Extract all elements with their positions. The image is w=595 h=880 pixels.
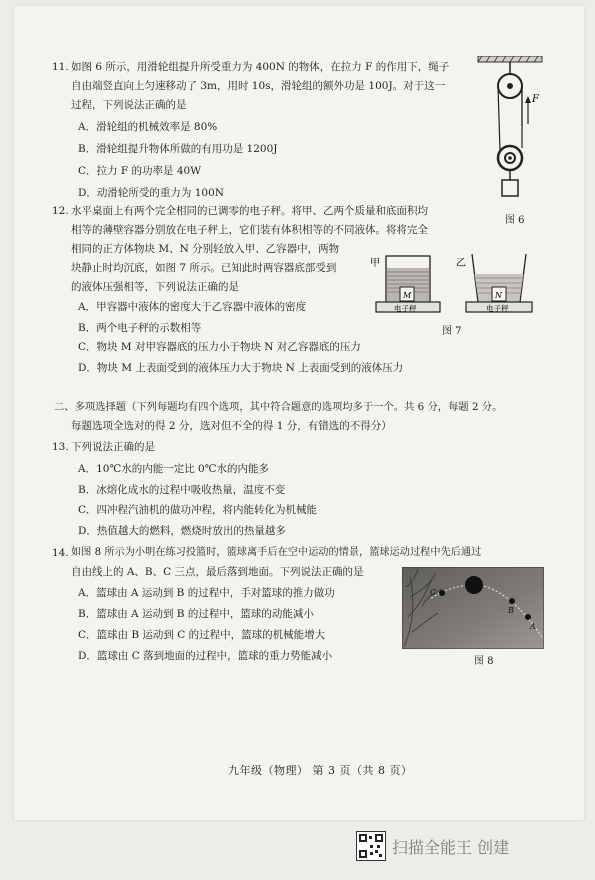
option-d: D．篮球由 C 落到地面的过程中，篮球的重力势能减小 <box>78 650 333 662</box>
option-c: C．拉力 F 的功率是 40W <box>78 165 201 177</box>
block-m: M <box>403 291 412 300</box>
question-text-line: 的液体压强相等，下列说法正确的是 <box>71 281 239 293</box>
pulley-diagram <box>470 56 550 211</box>
question-number: 14. <box>52 547 69 559</box>
question-number: 13. <box>52 441 69 453</box>
option-c: C．四冲程汽油机的做功冲程，将内能转化为机械能 <box>78 504 318 516</box>
figure-caption: 图 7 <box>442 326 462 337</box>
point-b-label: B <box>508 606 514 615</box>
question-text-line: 水平桌面上有两个完全相同的已调零的电子秤。将甲、乙两个质量和底面积均 <box>71 205 428 217</box>
force-label: F <box>532 94 539 105</box>
option-d: D．动滑轮所受的重力为 100N <box>78 187 224 199</box>
page-footer: 九年级（物理） 第 3 页（共 8 页） <box>228 764 413 777</box>
question-number: 12. <box>52 205 69 217</box>
scale-label: 电子秤 <box>394 304 417 313</box>
option-c: C．物块 M 对甲容器底的压力小于物块 N 对乙容器底的压力 <box>78 341 361 353</box>
scale-label: 电子秤 <box>486 304 509 313</box>
option-d: D．物块 M 上表面受到的液体压力大于物块 N 上表面受到的液体压力 <box>78 362 404 374</box>
section-heading-line: 二、多项选择题（下列每题均有四个选项，其中符合题意的选项均多于一个。共 6 分，每题 2 分。 <box>54 401 503 413</box>
question-text-line: 自由线上的 A、B、C 三点，最后落到地面。下列说法正确的是 <box>71 566 364 578</box>
option-a: A．滑轮组的机械效率是 80% <box>78 121 218 133</box>
point-c-label: C <box>430 588 437 597</box>
figure-caption: 图 6 <box>505 215 525 226</box>
question-text-line: 相等的薄壁容器分别放在电子秤上，它们装有体积相等的不同液体。将将完全 <box>71 224 428 236</box>
question-text-line: 相同的正方体物块 M、N 分别轻放入甲、乙容器中，两物 <box>71 243 340 255</box>
option-a: A．篮球由 A 运动到 B 的过程中，手对篮球的推力做功 <box>78 587 335 599</box>
question-text-line: 如图 8 所示为小明在练习投篮时，篮球离手后在空中运动的情景，篮球运动过程中先后通过 <box>71 547 482 558</box>
block-n: N <box>495 291 502 300</box>
option-d: D．热值越大的燃料，燃烧时放出的热量越多 <box>78 525 286 537</box>
question-text-line: 如图 6 所示，用滑轮组提升所受重力为 400N 的物体，在拉力 F 的作用下，绳子 <box>71 61 450 73</box>
camscanner-watermark: 扫描全能王 创建 <box>392 838 510 857</box>
question-text-line: 下列说法正确的是 <box>71 441 155 453</box>
basketball-photo <box>402 567 544 649</box>
question-text-line: 自由端竖直向上匀速移动了 3m，用时 10s，滑轮组的额外功是 100J。对于这一 <box>71 80 446 92</box>
containers-diagram <box>368 242 538 316</box>
qr-code-icon <box>356 831 386 861</box>
option-b: B．篮球由 A 运动到 B 的过程中，篮球的动能减小 <box>78 608 314 620</box>
option-b: B．两个电子秤的示数相等 <box>78 322 202 334</box>
option-a: A．10℃水的内能一定比 0℃水的内能多 <box>78 463 269 475</box>
figure-caption: 图 8 <box>474 656 494 667</box>
exam-page <box>14 6 584 820</box>
question-number: 11. <box>52 61 69 73</box>
label-yi: 乙 <box>456 258 466 269</box>
label-jia: 甲 <box>370 258 380 269</box>
point-a-label: A <box>530 622 536 631</box>
question-text-line: 块静止时均沉底，如图 7 所示。已知此时两容器底部受到 <box>71 262 337 274</box>
question-text-line: 过程，下列说法正确的是 <box>71 99 187 111</box>
option-b: B．滑轮组提升物体所做的有用功是 1200J <box>78 143 278 155</box>
option-b: B．冰熔化成水的过程中吸收热量，温度不变 <box>78 484 286 496</box>
section-heading-line: 每题选项全选对的得 2 分，选对但不全的得 1 分，有错选的不得分） <box>71 420 392 432</box>
option-a: A．甲容器中液体的密度大于乙容器中液体的密度 <box>78 301 307 313</box>
option-c: C．篮球由 B 运动到 C 的过程中，篮球的机械能增大 <box>78 629 326 641</box>
